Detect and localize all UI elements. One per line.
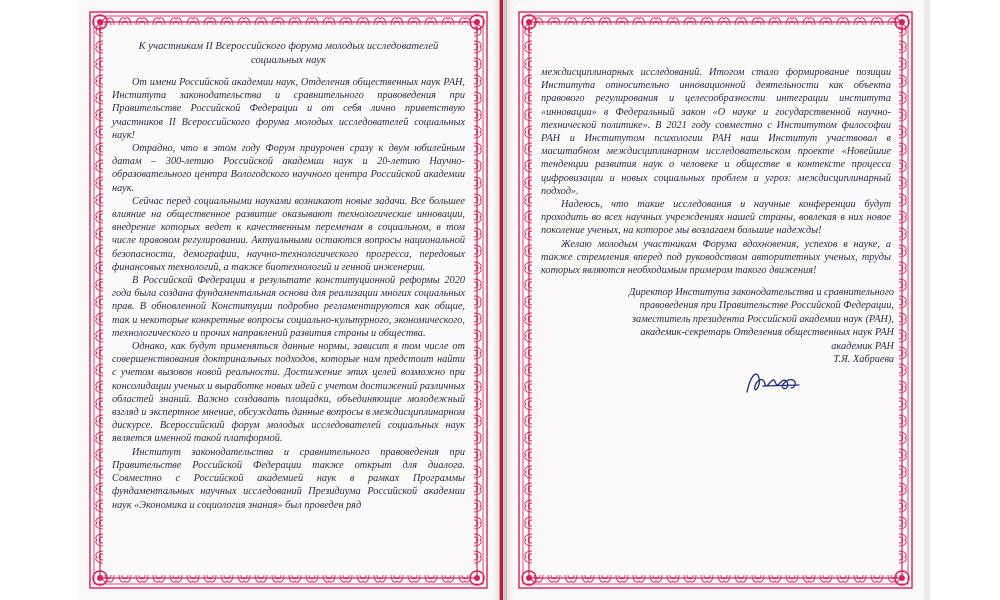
left-page-text (112, 40, 465, 512)
left-page (78, 0, 499, 600)
paragraph: Надеюсь, что такие исследования и научные конференции будут проходить во всех научных учреждениях нашей страны, вовлекая в них новое поколение ученых, на которое мы возлагаем большие надежды! (541, 199, 891, 237)
right-page (507, 0, 924, 600)
signature-block (594, 286, 894, 366)
signature-line: академик-секретарь Отделения общественных наук РАН (640, 327, 894, 339)
signature-line: правоведения при Правительстве Российской Федерации, (639, 300, 894, 312)
paragraph: междисциплинарных исследований. Итогом стало формирование позиции Института относительно инновационной деятельности как объекта правового регулирования и целесообразности интеграции института «инновации» в Федеральный закон «О науке и государственной научно-технической политике». В 2021 году совместно с Институтом философии РАН и Институтом психологии РАН наш Институт участвовал в масштабном междисциплинарном исследовательском проекте «Новейшие тенденции развития наук о человеке и обществе в контексте процесса цифровизации и новых социальных проблем и угроз: междисциплинарный подход». (541, 67, 891, 197)
paragraph: Однако, как будут применяться данные нормы, зависит в том числе от совершенствования доктринальных подходов, которые нам предстоит найти с учетом вызовов новой реальности. Достижение этих целей возможно при консолидации ученых и выработке новых идей с учетом достижений различных областей знаний. Важно создавать площадки, объединяющие молодежный взгляд и экспертное мнение, обсуждать данные вопросы в междисциплинарном дискурсе. Всероссийский форум молодых исследователей социальных наук является именной такой платформой. (112, 341, 465, 445)
title-line-1: К участникам II Всероссийского форума молодых исследователей (138, 41, 439, 52)
paragraph: Сейчас перед социальными науками возникают новые задачи. Все большее влияние на общественное развитие оказывают технологические инновации, внедрение которых ведет к качественным переменам в социальном, в том числе правовом регулировании. Актуальными остаются вопросы национальной безопасности, демографии, научно-технологического прогресса, передовых финансовых технологий, а также биотехнологий и генной инженерии. (112, 195, 465, 273)
signature-line: академик РАН (831, 340, 894, 352)
paragraph: От имени Российской академии наук, Отделения общественных наук РАН, Института законодательства и сравнительного правоведения при Правительстве Российской Федерации и от себя лично приветствую участников II Всероссийского форума молодых исследователей социальных наук! (112, 77, 465, 141)
letter-title (112, 40, 465, 68)
spine-edge (500, 0, 503, 600)
paragraph: Институт законодательства и сравнительного правоведения при Правительстве Российской Федерации также открыт для диалога. Совместно с Российской академией наук в рамках Программы фундаментальных научных исследований Президиума Российской академии наук «Экономика и социология знания» был проведен ряд (112, 446, 465, 511)
title-line-2: социальных наук (251, 55, 326, 66)
handwritten-signature (743, 366, 803, 402)
paragraph: В Российской Федерации в результате конституционной реформы 2020 года была создана фундаментальная основа для реализации многих социальных прав. В обновленной Конституции подробно регламентируются как общие, так и некоторые конкретные вопросы социально-культурного, экономического, технологического и прочих направлений развития страны и общества. (112, 275, 465, 339)
right-page-text (541, 66, 891, 277)
signature-line: заместитель президента Российской академии наук (РАН), (632, 313, 894, 325)
paragraph: Желаю молодым участникам Форума вдохновения, успехов в науке, а также стремления вперед под руководством авторитетных ученых, труды которых являются необходимым примером такого движения! (541, 238, 891, 277)
signature-line: Т.Я. Хабриева (833, 354, 894, 366)
signature-line: Директор Института законодательства и сравнительного (628, 287, 894, 298)
paragraph: Отрадно, что в этом году Форум приурочен сразу к двум юбилейным датам – 300-летию Российской академии наук и 20-летию Научно-образовательного центра Вологодского научного центра Российской академии наук. (112, 143, 465, 194)
